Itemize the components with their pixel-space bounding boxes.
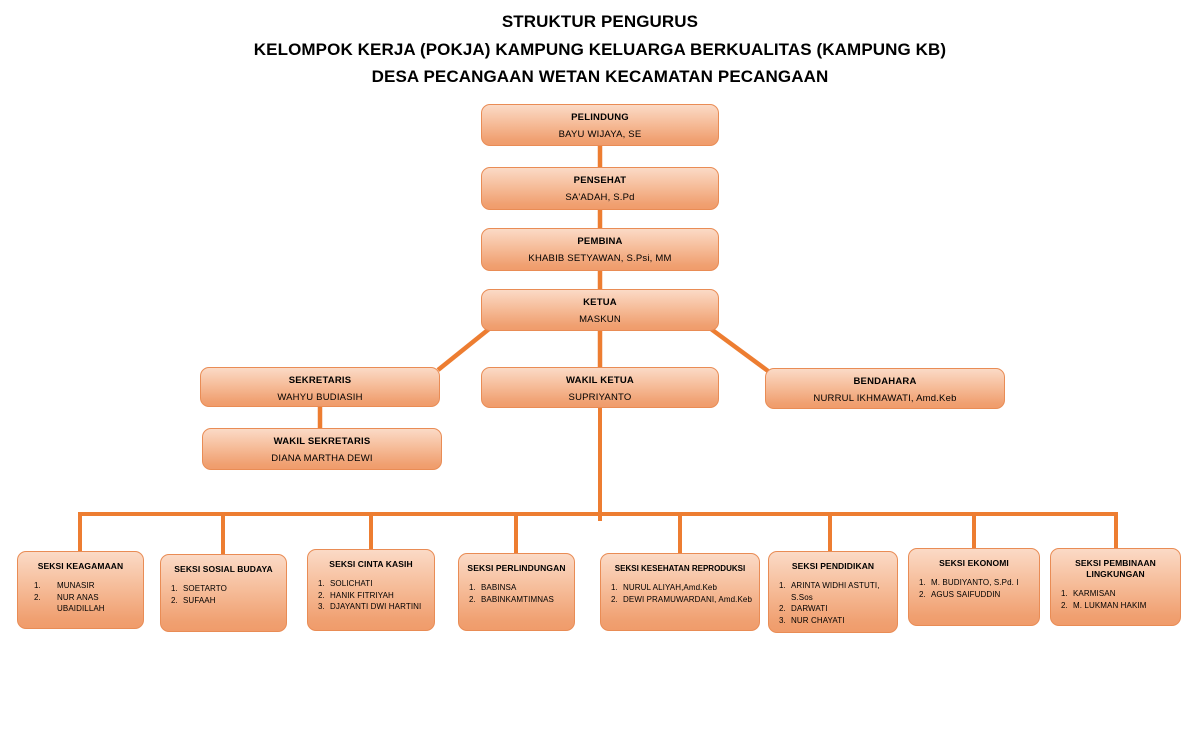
box-name: KHABIB SETYAWAN, S.Psi, MM xyxy=(528,253,672,264)
member-item xyxy=(1061,588,1177,600)
box-title: SEKSI PERLINDUNGAN xyxy=(467,563,566,573)
box-name: WAHYU BUDIASIH xyxy=(277,392,363,403)
member-name: ARINTA WIDHI ASTUTI, S.Sos xyxy=(791,581,880,602)
seksi-box-cinta-kasih xyxy=(307,549,435,631)
box-name: NURRUL IKHMAWATI, Amd.Keb xyxy=(813,393,957,404)
member-number: 1. xyxy=(1061,589,1068,598)
box-title: SEKRETARIS xyxy=(288,375,352,386)
member-name: BABINKAMTIMNAS xyxy=(481,594,554,604)
org-box-sekretaris xyxy=(200,367,440,407)
member-name: BABINSA xyxy=(481,583,517,592)
members-list xyxy=(909,577,1039,600)
member-item xyxy=(779,615,894,627)
member-number: 1. xyxy=(34,581,41,590)
box-title: BENDAHARA xyxy=(853,376,917,387)
org-box-pelindung xyxy=(481,104,719,146)
seksi-box-perlindungan xyxy=(458,553,575,631)
members-list xyxy=(18,580,143,615)
box-title: KETUA xyxy=(583,297,617,308)
member-number: 2. xyxy=(1061,600,1068,610)
member-number: 1. xyxy=(318,579,325,588)
member-item xyxy=(34,580,140,592)
org-box-wakil-ketua xyxy=(481,367,719,408)
member-item xyxy=(779,603,894,615)
org-box-ketua xyxy=(481,289,719,331)
member-item xyxy=(34,592,140,615)
member-name: KARMISAN xyxy=(1073,589,1116,598)
box-title: SEKSI EKONOMI xyxy=(939,558,1009,568)
box-title: SEKSI CINTA KASIH xyxy=(329,559,413,569)
org-box-pensehat xyxy=(481,167,719,210)
page-title-line-1: STRUKTUR PENGURUS xyxy=(501,12,699,31)
box-name: SUPRIYANTO xyxy=(568,392,632,403)
member-name: HANIK FITRIYAH xyxy=(330,590,394,600)
member-number: 2. xyxy=(611,594,618,604)
page-title-line-3: DESA PECANGAAN WETAN KECAMATAN PECANGAAN xyxy=(371,67,829,86)
member-number: 2. xyxy=(469,594,476,604)
box-name: BAYU WIJAYA, SE xyxy=(558,129,642,140)
member-name: M. BUDIYANTO, S.Pd. I xyxy=(931,578,1019,587)
member-number: 3. xyxy=(779,615,786,625)
member-number: 2. xyxy=(34,592,41,602)
seksi-box-kesehatan-reproduksi xyxy=(600,553,760,631)
member-number: 3. xyxy=(318,602,325,611)
member-name: M. LUKMAN HAKIM xyxy=(1073,600,1147,610)
member-number: 1. xyxy=(919,578,926,587)
member-item xyxy=(779,580,894,603)
box-title: PENSEHAT xyxy=(573,175,627,186)
box-title: SEKSI KEAGAMAAN xyxy=(37,561,124,571)
box-title: WAKIL KETUA xyxy=(566,375,634,386)
member-name: NUR CHAYATI xyxy=(791,615,845,625)
box-name: MASKUN xyxy=(579,314,621,325)
seksi-box-pendidikan xyxy=(768,551,898,633)
member-name: DJAYANTI DWI HARTINI xyxy=(330,602,422,611)
member-number: 1. xyxy=(611,583,618,592)
member-name: NUR ANAS UBAIDILLAH xyxy=(57,592,105,613)
member-item xyxy=(1061,600,1177,612)
box-title: PELINDUNG xyxy=(571,112,629,123)
box-title: PEMBINA xyxy=(577,236,623,247)
org-box-pembina xyxy=(481,228,719,271)
org-box-wakil-sekretaris xyxy=(202,428,442,470)
members-list xyxy=(161,583,286,606)
box-title: WAKIL SEKRETARIS xyxy=(273,436,371,447)
member-name: AGUS SAIFUDDIN xyxy=(931,589,1001,599)
member-number: 1. xyxy=(171,584,178,593)
member-number: 2. xyxy=(171,595,178,605)
members-list xyxy=(769,580,897,626)
page-title-line-2: KELOMPOK KERJA (POKJA) KAMPUNG KELUARGA BERKUALITAS (KAMPUNG KB) xyxy=(253,39,947,59)
member-name: SOLICHATI xyxy=(330,579,373,588)
box-name: SA'ADAH, S.Pd xyxy=(565,192,635,203)
seksi-box-ekonomi xyxy=(908,548,1040,626)
member-item xyxy=(469,594,571,606)
member-name: SOETARTO xyxy=(183,584,227,593)
member-item xyxy=(919,577,1036,589)
member-item xyxy=(318,601,431,613)
member-name: NURUL ALIYAH,Amd.Keb xyxy=(623,583,718,592)
box-title: SEKSI PENDIDIKAN xyxy=(791,561,875,571)
member-item xyxy=(919,589,1036,601)
members-list xyxy=(601,582,759,605)
member-item xyxy=(469,582,571,594)
box-title: SEKSI SOSIAL BUDAYA xyxy=(174,564,273,574)
member-number: 1. xyxy=(469,583,476,592)
members-list xyxy=(1051,588,1180,611)
connector-line xyxy=(711,329,768,371)
member-number: 2. xyxy=(318,590,325,600)
member-name: DEWI PRAMUWARDANI, Amd.Keb xyxy=(623,594,752,604)
member-item xyxy=(171,595,283,607)
member-name: SUFAAH xyxy=(183,595,216,605)
seksi-box-pembinaan-lingkungan xyxy=(1050,548,1181,626)
member-number: 2. xyxy=(779,604,786,613)
member-name: MUNASIR xyxy=(57,581,95,590)
member-item xyxy=(318,590,431,602)
member-item xyxy=(318,578,431,590)
org-box-bendahara xyxy=(765,368,1005,409)
members-list xyxy=(459,582,574,605)
member-number: 2. xyxy=(919,589,926,599)
connector-line xyxy=(438,329,489,370)
box-title: SEKSI KESEHATAN REPRODUKSI xyxy=(614,564,746,573)
member-number: 1. xyxy=(779,581,786,590)
member-item xyxy=(171,583,283,595)
member-name: DARWATI xyxy=(791,604,828,613)
members-list xyxy=(308,578,434,613)
member-item xyxy=(611,582,756,594)
member-item xyxy=(611,594,756,606)
seksi-box-keagamaan xyxy=(17,551,144,629)
seksi-box-sosial-budaya xyxy=(160,554,287,632)
box-title: SEKSI PEMBINAAN LINGKUNGAN xyxy=(1075,558,1156,579)
box-name: DIANA MARTHA DEWI xyxy=(271,453,373,464)
